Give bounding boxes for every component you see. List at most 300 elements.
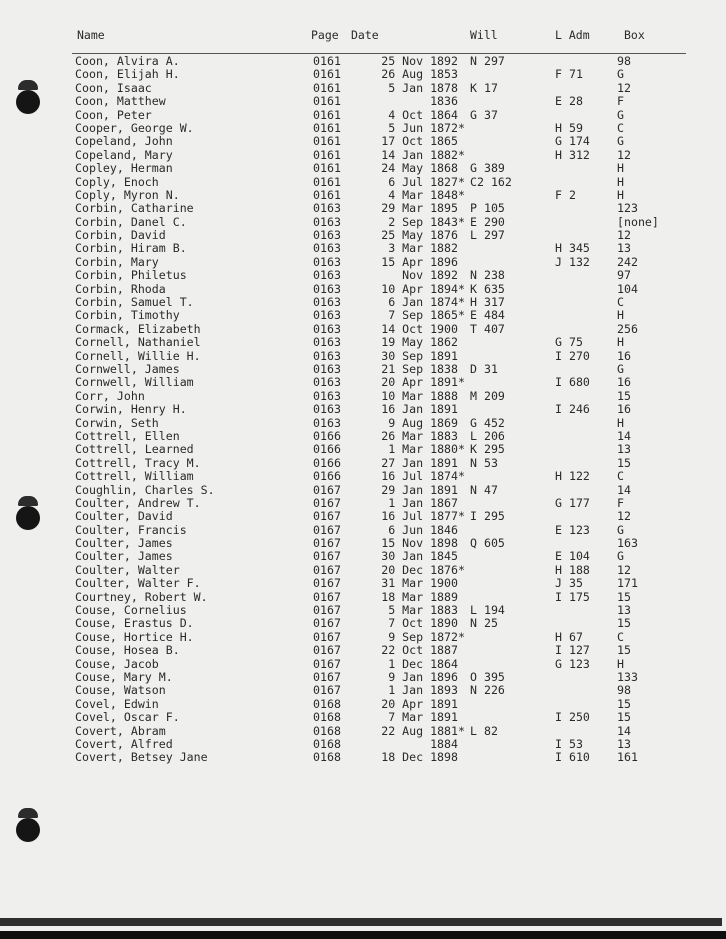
cell-l-adm: H 67	[555, 629, 583, 644]
cell-date: 17 Oct 1865	[381, 134, 458, 149]
cell-date: 7 Oct 1890	[388, 616, 458, 631]
header-name: Name	[77, 28, 105, 42]
header-l-adm: L Adm	[555, 28, 590, 42]
cell-box: 13	[617, 603, 631, 618]
table-row	[0, 55, 726, 68]
cell-page: 0161	[313, 94, 341, 109]
table-row	[0, 202, 726, 215]
cell-name: Coulter, Andrew T.	[75, 495, 201, 510]
cell-name: Coon, Alvira A.	[75, 54, 180, 68]
cell-page: 0163	[313, 348, 341, 363]
cell-page: 0163	[313, 361, 341, 376]
cell-will: N 25	[470, 616, 498, 631]
cell-l-adm: G 174	[555, 134, 590, 149]
table-row	[0, 363, 726, 376]
cell-date: 21 Sep 1838	[381, 361, 458, 376]
cell-l-adm: H 188	[555, 562, 590, 577]
cell-l-adm: G 177	[555, 495, 590, 510]
cell-name: Corbin, Timothy	[75, 308, 180, 323]
cell-page: 0167	[313, 576, 341, 591]
cell-name: Coon, Peter	[75, 107, 152, 122]
cell-date: 31 Mar 1900	[381, 576, 458, 591]
cell-l-adm: F 71	[555, 67, 583, 82]
cell-box: 12	[617, 562, 631, 577]
cell-date: 4 Mar 1848*	[388, 187, 465, 202]
cell-will: T 407	[470, 321, 505, 336]
cell-page: 0161	[313, 174, 341, 189]
cell-box: 14	[617, 428, 631, 443]
table-body	[0, 55, 726, 765]
cell-box: 14	[617, 723, 631, 738]
table-row	[0, 684, 726, 697]
table-row	[0, 109, 726, 122]
cell-l-adm: H 345	[555, 241, 590, 256]
cell-will: I 295	[470, 509, 505, 524]
cell-name: Copley, Herman	[75, 161, 173, 176]
cell-name: Coughlin, Charles S.	[75, 482, 215, 497]
table-row	[0, 725, 726, 738]
cell-name: Corbin, Catharine	[75, 201, 194, 216]
cell-name: Coulter, James	[75, 536, 173, 551]
cell-will: N 297	[470, 54, 505, 68]
cell-page: 0166	[313, 469, 341, 484]
cell-date: 30 Jan 1845	[381, 549, 458, 564]
table-row	[0, 457, 726, 470]
cell-will: L 297	[470, 228, 505, 243]
cell-box: 12	[617, 80, 631, 95]
cell-will: G 389	[470, 161, 505, 176]
cell-date: 2 Sep 1843*	[388, 214, 465, 229]
cell-date: 9 Aug 1869	[388, 415, 458, 430]
cell-page: 0166	[313, 442, 341, 457]
cell-name: Covert, Betsey Jane	[75, 750, 208, 765]
cell-l-adm: J 35	[555, 576, 583, 591]
cell-date: 4 Oct 1864	[388, 107, 458, 122]
cell-will: C2 162	[470, 174, 512, 189]
table-row	[0, 510, 726, 523]
cell-page: 0163	[313, 268, 341, 283]
cell-page: 0163	[313, 201, 341, 216]
cell-name: Courtney, Robert W.	[75, 589, 208, 604]
cell-page: 0163	[313, 295, 341, 310]
cell-date: 7 Mar 1891	[388, 710, 458, 725]
cell-box: H	[617, 187, 624, 202]
cell-page: 0167	[313, 495, 341, 510]
cell-name: Corr, John	[75, 388, 145, 403]
cell-date: 20 Apr 1891	[381, 696, 458, 711]
cell-box: 15	[617, 388, 631, 403]
cell-date: 27 Jan 1891	[381, 455, 458, 470]
table-row	[0, 617, 726, 630]
cell-date: 6 Jun 1846	[388, 522, 458, 537]
cell-name: Cornwell, William	[75, 375, 194, 390]
table-row	[0, 751, 726, 764]
table-row	[0, 149, 726, 162]
cell-box: 15	[617, 643, 631, 658]
cell-l-adm: H 122	[555, 469, 590, 484]
cell-l-adm: J 132	[555, 254, 590, 269]
cell-date: 16 Jan 1891	[381, 402, 458, 417]
cell-name: Couse, Watson	[75, 683, 166, 698]
cell-will: N 238	[470, 268, 505, 283]
header-will: Will	[470, 28, 498, 42]
table-row	[0, 537, 726, 550]
cell-name: Coulter, James	[75, 549, 173, 564]
cell-name: Covert, Alfred	[75, 736, 173, 751]
cell-l-adm: E 104	[555, 549, 590, 564]
cell-name: Coulter, Walter F.	[75, 576, 201, 591]
cell-name: Cottrell, Learned	[75, 442, 194, 457]
table-row	[0, 82, 726, 95]
cell-will: K 635	[470, 281, 505, 296]
cell-name: Coon, Matthew	[75, 94, 166, 109]
cell-page: 0161	[313, 80, 341, 95]
cell-page: 0166	[313, 428, 341, 443]
cell-will: M 209	[470, 388, 505, 403]
cell-date: 5 Jan 1878	[388, 80, 458, 95]
cell-date: 26 Mar 1883	[381, 428, 458, 443]
cell-page: 0168	[313, 710, 341, 725]
cell-will: O 395	[470, 669, 505, 684]
table-row	[0, 711, 726, 724]
cell-l-adm: H 312	[555, 147, 590, 162]
cell-box: 98	[617, 54, 631, 68]
table-row	[0, 242, 726, 255]
cell-box: H	[617, 174, 624, 189]
cell-box: 161	[617, 750, 638, 765]
cell-box: H	[617, 161, 624, 176]
cell-l-adm: E 123	[555, 522, 590, 537]
table-row	[0, 577, 726, 590]
cell-page: 0161	[313, 107, 341, 122]
table-row	[0, 644, 726, 657]
cell-name: Coon, Isaac	[75, 80, 152, 95]
cell-box: 13	[617, 736, 631, 751]
cell-name: Covel, Edwin	[75, 696, 159, 711]
cell-will: P 105	[470, 201, 505, 216]
cell-date: 1 Jan 1893	[388, 683, 458, 698]
cell-box: 12	[617, 509, 631, 524]
table-row	[0, 604, 726, 617]
table-row	[0, 256, 726, 269]
cell-name: Cooper, George W.	[75, 120, 194, 135]
cell-page: 0167	[313, 669, 341, 684]
table-row	[0, 550, 726, 563]
header-box: Box	[624, 28, 645, 42]
cell-page: 0163	[313, 241, 341, 256]
cell-will: K 295	[470, 442, 505, 457]
cell-page: 0168	[313, 750, 341, 765]
cell-box: 12	[617, 147, 631, 162]
cell-box: 133	[617, 669, 638, 684]
table-row	[0, 269, 726, 282]
cell-name: Cormack, Elizabeth	[75, 321, 201, 336]
cell-page: 0163	[313, 388, 341, 403]
cell-name: Couse, Mary M.	[75, 669, 173, 684]
cell-date: 29 Mar 1895	[381, 201, 458, 216]
table-row	[0, 189, 726, 202]
scan-bottom-edge	[0, 931, 726, 939]
table-row	[0, 376, 726, 389]
cell-l-adm: I 127	[555, 643, 590, 658]
cell-page: 0167	[313, 509, 341, 524]
cell-name: Corbin, Rhoda	[75, 281, 166, 296]
cell-name: Corbin, Mary	[75, 254, 159, 269]
cell-box: [none]	[617, 214, 659, 229]
cell-date: 1884	[430, 736, 458, 751]
cell-box: H	[617, 308, 624, 323]
cell-name: Corbin, Philetus	[75, 268, 187, 283]
cell-will: L 82	[470, 723, 498, 738]
cell-date: 20 Dec 1876*	[381, 562, 465, 577]
cell-box: H	[617, 335, 624, 350]
cell-box: G	[617, 107, 624, 122]
cell-box: 16	[617, 348, 631, 363]
cell-name: Cottrell, Ellen	[75, 428, 180, 443]
table-row	[0, 417, 726, 430]
cell-date: 7 Sep 1865*	[388, 308, 465, 323]
cell-box: 15	[617, 696, 631, 711]
cell-l-adm: I 610	[555, 750, 590, 765]
cell-box: G	[617, 67, 624, 82]
cell-page: 0167	[313, 536, 341, 551]
cell-name: Coulter, Walter	[75, 562, 180, 577]
table-row	[0, 470, 726, 483]
cell-l-adm: G 123	[555, 656, 590, 671]
cell-page: 0163	[313, 402, 341, 417]
cell-box: 98	[617, 683, 631, 698]
cell-name: Couse, Hortice H.	[75, 629, 194, 644]
cell-date: 25 Nov 1892	[381, 54, 458, 68]
cell-will: G 37	[470, 107, 498, 122]
cell-name: Corbin, Samuel T.	[75, 295, 194, 310]
cell-date: 22 Aug 1881*	[381, 723, 465, 738]
cell-will: K 17	[470, 80, 498, 95]
cell-date: 6 Jan 1874*	[388, 295, 465, 310]
cell-name: Copeland, John	[75, 134, 173, 149]
cell-page: 0163	[313, 214, 341, 229]
cell-date: 16 Jul 1874*	[381, 469, 465, 484]
cell-date: 9 Jan 1896	[388, 669, 458, 684]
cell-box: 123	[617, 201, 638, 216]
cell-box: 13	[617, 241, 631, 256]
cell-page: 0168	[313, 696, 341, 711]
cell-date: 30 Sep 1891	[381, 348, 458, 363]
cell-page: 0167	[313, 683, 341, 698]
cell-box: 171	[617, 576, 638, 591]
cell-page: 0163	[313, 228, 341, 243]
cell-date: 18 Mar 1889	[381, 589, 458, 604]
cell-date: 29 Jan 1891	[381, 482, 458, 497]
cell-box: 14	[617, 482, 631, 497]
cell-date: 14 Jan 1882*	[381, 147, 465, 162]
table-row	[0, 229, 726, 242]
cell-box: 15	[617, 710, 631, 725]
cell-name: Corbin, Hiram B.	[75, 241, 187, 256]
cell-name: Copeland, Mary	[75, 147, 173, 162]
cell-box: 15	[617, 455, 631, 470]
cell-name: Coulter, Francis	[75, 522, 187, 537]
header-page: Page	[311, 28, 339, 42]
cell-date: 14 Oct 1900	[381, 321, 458, 336]
table-header	[0, 28, 726, 48]
cell-date: 10 Mar 1888	[381, 388, 458, 403]
cell-page: 0167	[313, 603, 341, 618]
cell-l-adm: E 28	[555, 94, 583, 109]
cell-name: Couse, Jacob	[75, 656, 159, 671]
cell-page: 0168	[313, 736, 341, 751]
cell-name: Cottrell, Tracy M.	[75, 455, 201, 470]
table-row	[0, 283, 726, 296]
cell-box: 163	[617, 536, 638, 551]
table-row	[0, 403, 726, 416]
table-row	[0, 176, 726, 189]
cell-page: 0161	[313, 187, 341, 202]
cell-page: 0167	[313, 616, 341, 631]
cell-box: 242	[617, 254, 638, 269]
cell-date: 1 Jan 1867	[388, 495, 458, 510]
cell-page: 0161	[313, 54, 341, 68]
cell-page: 0167	[313, 522, 341, 537]
cell-box: 16	[617, 402, 631, 417]
cell-page: 0161	[313, 161, 341, 176]
cell-will: N 53	[470, 455, 498, 470]
cell-l-adm: I 250	[555, 710, 590, 725]
cell-box: C	[617, 629, 624, 644]
cell-date: 15 Apr 1896	[381, 254, 458, 269]
table-row	[0, 216, 726, 229]
cell-will: L 194	[470, 603, 505, 618]
cell-name: Coply, Myron N.	[75, 187, 180, 202]
table-row	[0, 524, 726, 537]
table-row	[0, 296, 726, 309]
cell-will: L 206	[470, 428, 505, 443]
cell-page: 0161	[313, 134, 341, 149]
cell-date: 18 Dec 1898	[381, 750, 458, 765]
cell-page: 0167	[313, 629, 341, 644]
cell-name: Cornell, Willie H.	[75, 348, 201, 363]
cell-page: 0167	[313, 562, 341, 577]
table-row	[0, 698, 726, 711]
cell-name: Corwin, Henry H.	[75, 402, 187, 417]
table-row	[0, 671, 726, 684]
table-row	[0, 309, 726, 322]
cell-date: 5 Jun 1872*	[388, 120, 465, 135]
table-row	[0, 390, 726, 403]
table-row	[0, 497, 726, 510]
cell-page: 0163	[313, 375, 341, 390]
cell-box: 15	[617, 589, 631, 604]
cell-will: Q 605	[470, 536, 505, 551]
cell-page: 0163	[313, 415, 341, 430]
cell-box: 16	[617, 375, 631, 390]
cell-page: 0163	[313, 335, 341, 350]
cell-l-adm: F 2	[555, 187, 576, 202]
table-row	[0, 443, 726, 456]
cell-page: 0161	[313, 147, 341, 162]
table-row	[0, 135, 726, 148]
cell-name: Corbin, David	[75, 228, 166, 243]
cell-box: F	[617, 495, 624, 510]
cell-date: 3 Mar 1882	[388, 241, 458, 256]
cell-date: Nov 1892	[402, 268, 458, 283]
cell-page: 0167	[313, 589, 341, 604]
cell-date: 5 Mar 1883	[388, 603, 458, 618]
cell-l-adm: I 270	[555, 348, 590, 363]
cell-date: 16 Jul 1877*	[381, 509, 465, 524]
cell-name: Couse, Erastus D.	[75, 616, 194, 631]
cell-box: C	[617, 120, 624, 135]
cell-name: Corwin, Seth	[75, 415, 159, 430]
cell-l-adm: H 59	[555, 120, 583, 135]
cell-will: G 452	[470, 415, 505, 430]
cell-page: 0163	[313, 308, 341, 323]
cell-box: C	[617, 295, 624, 310]
cell-date: 22 Oct 1887	[381, 643, 458, 658]
cell-date: 6 Jul 1827*	[388, 174, 465, 189]
table-row	[0, 738, 726, 751]
cell-page: 0167	[313, 656, 341, 671]
cell-will: E 290	[470, 214, 505, 229]
cell-name: Coulter, David	[75, 509, 173, 524]
table-row	[0, 350, 726, 363]
punch-hole	[16, 818, 40, 842]
table-row	[0, 430, 726, 443]
cell-name: Coply, Enoch	[75, 174, 159, 189]
table-row	[0, 564, 726, 577]
cell-name: Corbin, Danel C.	[75, 214, 187, 229]
cell-l-adm: I 53	[555, 736, 583, 751]
cell-date: 15 Nov 1898	[381, 536, 458, 551]
table-row	[0, 336, 726, 349]
table-row	[0, 68, 726, 81]
cell-name: Couse, Cornelius	[75, 603, 187, 618]
cell-page: 0168	[313, 723, 341, 738]
table-row	[0, 162, 726, 175]
cell-box: C	[617, 469, 624, 484]
cell-l-adm: I 680	[555, 375, 590, 390]
cell-box: 13	[617, 442, 631, 457]
cell-box: G	[617, 549, 624, 564]
cell-page: 0167	[313, 643, 341, 658]
cell-will: E 484	[470, 308, 505, 323]
cell-page: 0161	[313, 67, 341, 82]
table-row	[0, 631, 726, 644]
cell-name: Cornell, Nathaniel	[75, 335, 201, 350]
cell-date: 26 Aug 1853	[381, 67, 458, 82]
cell-box: 12	[617, 228, 631, 243]
cell-box: 104	[617, 281, 638, 296]
cell-will: H 317	[470, 295, 505, 310]
cell-l-adm: I 246	[555, 402, 590, 417]
cell-page: 0166	[313, 455, 341, 470]
header-date: Date	[351, 28, 379, 42]
cell-box: 256	[617, 321, 638, 336]
cell-box: H	[617, 415, 624, 430]
cell-name: Cornwell, James	[75, 361, 180, 376]
table-row	[0, 658, 726, 671]
cell-will: D 31	[470, 361, 498, 376]
cell-box: G	[617, 361, 624, 376]
cell-name: Covert, Abram	[75, 723, 166, 738]
cell-page: 0163	[313, 254, 341, 269]
punch-hole-shadow	[18, 808, 38, 818]
cell-date: 25 May 1876	[381, 228, 458, 243]
cell-box: G	[617, 522, 624, 537]
cell-date: 10 Apr 1894*	[381, 281, 465, 296]
cell-box: F	[617, 94, 624, 109]
cell-date: 1 Mar 1880*	[388, 442, 465, 457]
